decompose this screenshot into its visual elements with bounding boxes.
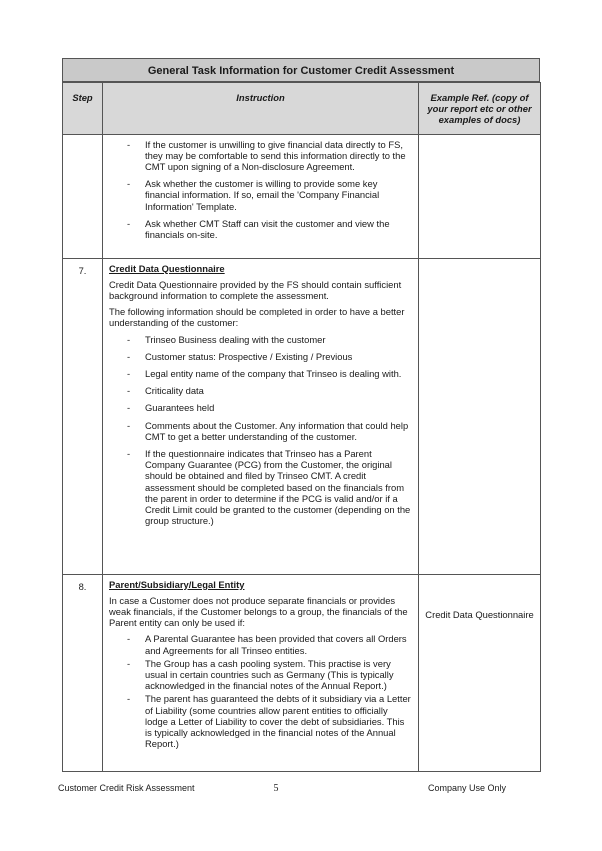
section-heading: Parent/Subsidiary/Legal Entity	[109, 578, 245, 590]
header-step: Step	[63, 83, 103, 135]
example-ref-text: Credit Data Questionnaire	[425, 608, 534, 620]
list-item: - Criticality data	[127, 385, 204, 397]
paragraph: The following information should be completed in order to have a better understanding of the customer:	[109, 306, 405, 329]
list-item: - Ask whether CMT Staff can visit the customer and view the financials on-site.	[127, 217, 390, 241]
instruction-cell	[103, 258, 419, 574]
step-number: 8.	[63, 574, 103, 771]
bullet-list	[109, 139, 412, 241]
table-row	[63, 134, 541, 258]
instruction-cell	[103, 134, 419, 258]
list-item: - If the questionnaire indicates that Trinseo has a Parent Company Guarantee (PCG) from the Customer, the original should be obtained and filed by Trinseo CMT. A credit assessment should be completed based on the financials from the parent in order to determine if the PCG is valid and/or if a Credit Limit could be granted to the customer (depending on the group structure.)	[127, 448, 411, 527]
list-item: - A Parental Guarantee has been provided that covers all Orders and Agreements for all Trinseo entities.	[127, 633, 407, 656]
instruction-cell	[103, 574, 419, 771]
bullet-list	[109, 633, 412, 749]
list-item: - Customer status: Prospective / Existing / Previous	[127, 350, 353, 362]
list-item: - Trinseo Business dealing with the customer	[127, 333, 326, 345]
list-item: - Guarantees held	[127, 402, 215, 414]
list-item: - The parent has guaranteed the debts of it subsidiary via a Letter of Liability (some countries allow parent entities to officially lodge a Letter of Liability to cover the debt of subsidiaries. This is typically acknowledged in the financial notes of the Annual Report.)	[127, 693, 411, 750]
table-header-row	[63, 83, 541, 135]
paragraph: Credit Data Questionnaire provided by the FS should contain sufficient background information to complete the assessment.	[109, 278, 402, 302]
list-item: - Legal entity name of the company that Trinseo is dealing with.	[127, 368, 402, 380]
footer-right: Company Use Only	[428, 783, 507, 793]
list-item: - The Group has a cash pooling system. This practise is very usual in certain countries such as Germany (This is typically acknowledged in the financial notes of the Annual Report.)	[127, 657, 394, 692]
list-item: - Ask whether the customer is willing to provide some key financial information. If so, email the 'Company Financial Information' Template.	[127, 178, 380, 212]
table-row	[63, 258, 541, 574]
page-number: 5	[273, 783, 279, 794]
section-heading: Credit Data Questionnaire	[109, 262, 225, 274]
header-instruction: Instruction	[103, 83, 419, 135]
example-ref-cell	[419, 258, 541, 574]
example-ref-cell	[419, 574, 541, 771]
header-example-ref: Example Ref. (copy of your report etc or other examples of docs)	[419, 83, 541, 135]
footer-left: Customer Credit Risk Assessment	[58, 783, 195, 793]
step-number	[63, 134, 103, 258]
paragraph: In case a Customer does not produce separate financials or provides weak financials, if the Customer belongs to a group, the financials of the Parent entity can only be used if:	[109, 594, 408, 629]
page-title: General Task Information for Customer Credit Assessment	[62, 58, 540, 82]
bullet-list	[109, 334, 412, 527]
step-number: 7.	[63, 258, 103, 574]
task-table	[62, 82, 541, 772]
list-item: - If the customer is unwilling to give financial data directly to FS, they may be comfortable to send this information directly to the CMT upon signing of a Non-disclosure Agreement.	[127, 138, 406, 173]
list-item: - Comments about the Customer. Any information that could help CMT to get a better understanding of the customer.	[127, 419, 409, 442]
table-row	[63, 574, 541, 771]
example-ref-cell	[419, 134, 541, 258]
